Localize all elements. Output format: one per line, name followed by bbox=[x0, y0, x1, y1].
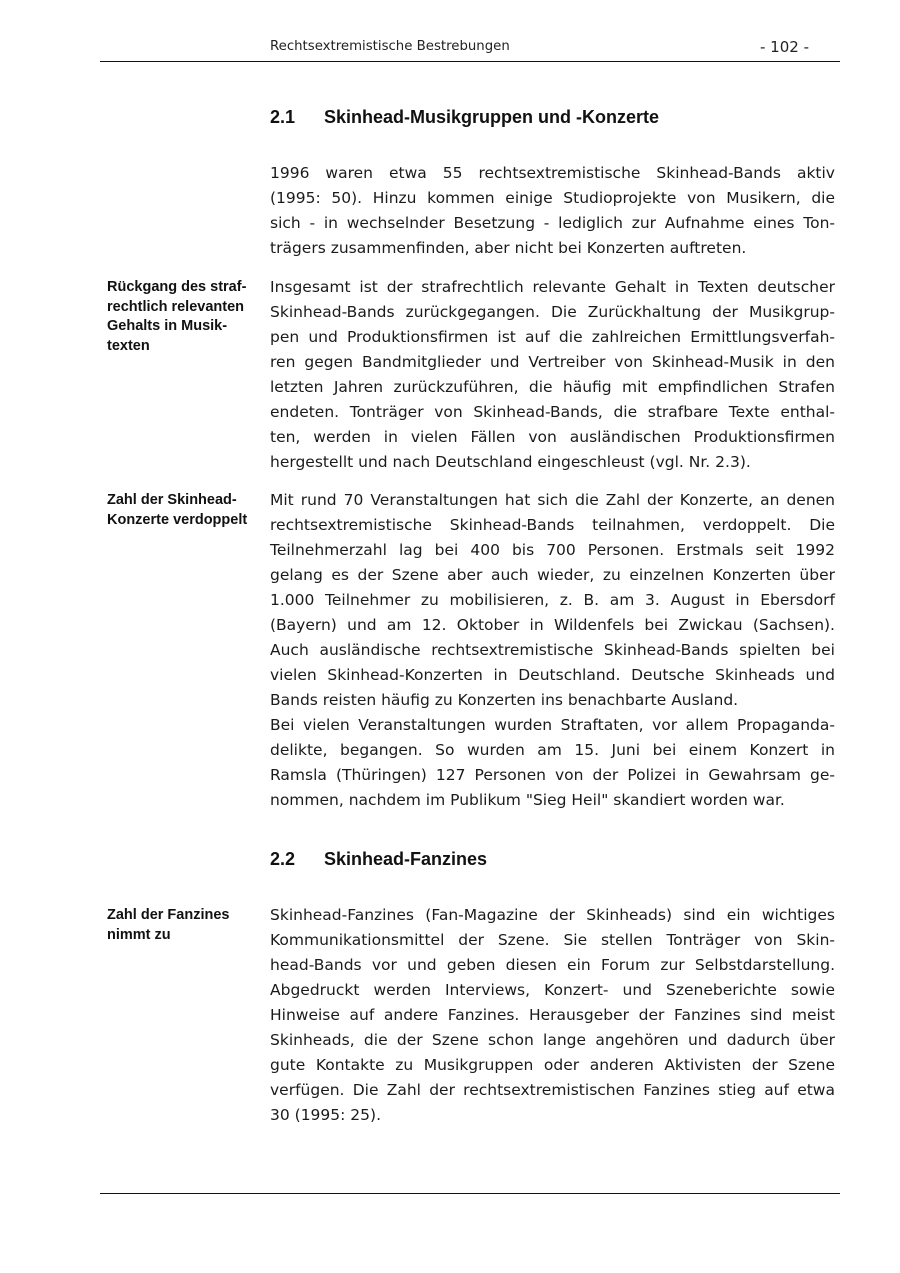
text-line: verfügen. Die Zahl der rechtsextremistischen Fanzines stieg auf etwa bbox=[270, 1081, 835, 1099]
text-line: trägers zusammenfinden, aber nicht bei Konzerten auftreten. bbox=[270, 239, 747, 257]
footer-rule bbox=[100, 1193, 840, 1194]
text-line: 1.000 Teilnehmer zu mobilisieren, z. B. am 3. August in Ebersdorf bbox=[270, 591, 835, 609]
margin-note-line: Zahl der Skinhead- bbox=[107, 492, 237, 508]
text-line: Skinheads, die der Szene schon lange angehören und dadurch über bbox=[270, 1031, 835, 1049]
text-line: Skinhead-Fanzines (Fan-Magazine der Skinheads) sind ein wichtiges bbox=[270, 906, 835, 924]
text-line: head-Bands vor und geben diesen ein Forum zur Selbstdarstellung. bbox=[270, 956, 835, 974]
paragraph-intro bbox=[270, 161, 835, 261]
header-title: Rechtsextremistische Bestrebungen bbox=[270, 39, 510, 54]
margin-note-line: rechtlich relevanten bbox=[107, 298, 244, 315]
text-line: gelang es der Szene aber auch wieder, zu einzelnen Konzerten über bbox=[270, 566, 835, 584]
margin-note-line: Zahl der Fanzines bbox=[107, 907, 230, 923]
margin-note-line: texten bbox=[107, 338, 150, 355]
text-line: endeten. Tonträger von Skinhead-Bands, die strafbare Texte enthal- bbox=[270, 403, 835, 421]
paragraph-criminal-content bbox=[270, 275, 835, 475]
text-line: Bei vielen Veranstaltungen wurden Straftaten, vor allem Propaganda- bbox=[270, 716, 835, 734]
text-line: ten, werden in vielen Fällen von ausländischen Produktionsfirmen bbox=[270, 428, 835, 446]
margin-note-line: Gehalts in Musik- bbox=[107, 318, 228, 335]
margin-note-criminal-content bbox=[107, 278, 267, 357]
margin-note-line: nimmt zu bbox=[107, 926, 171, 943]
text-line: (Bayern) und am 12. Oktober in Wildenfels bei Zwickau (Sachsen). bbox=[270, 616, 835, 634]
section-title: Skinhead-Fanzines bbox=[324, 849, 488, 869]
section-heading-2-1 bbox=[270, 105, 835, 130]
text-line: Hinweise auf andere Fanzines. Herausgeber der Fanzines sind meist bbox=[270, 1006, 835, 1024]
text-line: Abgedruckt werden Interviews, Konzert- und Szeneberichte sowie bbox=[270, 981, 835, 999]
text-line: sich - in wechselnder Besetzung - lediglich zur Aufnahme eines Ton- bbox=[270, 214, 835, 232]
text-line: 1996 waren etwa 55 rechtsextremistische Skinhead-Bands aktiv bbox=[270, 164, 835, 182]
text-line: Mit rund 70 Veranstaltungen hat sich die Zahl der Konzerte, an denen bbox=[270, 491, 835, 509]
text-line: Skinhead-Bands zurückgegangen. Die Zurückhaltung der Musikgrup- bbox=[270, 303, 835, 321]
text-line: Ramsla (Thüringen) 127 Personen von der Polizei in Gewahrsam ge- bbox=[270, 766, 835, 784]
text-line: rechtsextremistische Skinhead-Bands teilnahmen, verdoppelt. Die bbox=[270, 516, 835, 534]
text-line: pen und Produktionsfirmen ist auf die zahlreichen Ermittlungsverfah- bbox=[270, 328, 835, 346]
text-line: Teilnehmerzahl lag bei 400 bis 700 Personen. Erstmals seit 1992 bbox=[270, 541, 835, 559]
page-number: - 102 - bbox=[760, 38, 809, 56]
margin-note-fanzines bbox=[107, 906, 267, 945]
text-line: letzten Jahren zurückzuführen, die häufig mit empfindlichen Strafen bbox=[270, 378, 835, 396]
text-line: Auch ausländische rechtsextremistische Skinhead-Bands spielten bei bbox=[270, 641, 835, 659]
text-line: Bands reisten häufig zu Konzerten ins benachbarte Ausland. bbox=[270, 691, 739, 709]
text-line: vielen Skinhead-Konzerten in Deutschland. Deutsche Skinheads und bbox=[270, 666, 835, 684]
paragraph-fanzines bbox=[270, 903, 835, 1128]
text-line: gute Kontakte zu Musikgruppen oder anderen Aktivisten der Szene bbox=[270, 1056, 835, 1074]
text-line: Insgesamt ist der strafrechtlich relevante Gehalt in Texten deutscher bbox=[270, 278, 835, 296]
margin-note-line: Rückgang des straf- bbox=[107, 279, 247, 295]
section-number: 2.1 bbox=[270, 107, 296, 127]
margin-note-concerts bbox=[107, 491, 267, 530]
text-line: delikte, begangen. So wurden am 15. Juni bei einem Konzert in bbox=[270, 741, 835, 759]
text-line: nommen, nachdem im Publikum "Sieg Heil" skandiert worden war. bbox=[270, 791, 785, 809]
text-line: hergestellt und nach Deutschland eingeschleust (vgl. Nr. 2.3). bbox=[270, 453, 751, 471]
text-line: (1995: 50). Hinzu kommen einige Studioprojekte von Musikern, die bbox=[270, 189, 835, 207]
text-line: ren gegen Bandmitglieder und Vertreiber von Skinhead-Musik in den bbox=[270, 353, 835, 371]
header-rule bbox=[100, 61, 840, 62]
paragraph-concerts bbox=[270, 488, 835, 813]
text-line: 30 (1995: 25). bbox=[270, 1106, 381, 1124]
section-number: 2.2 bbox=[270, 849, 296, 869]
section-title: Skinhead-Musikgruppen und -Konzerte bbox=[324, 107, 660, 127]
section-heading-2-2 bbox=[270, 847, 835, 872]
margin-note-line: Konzerte verdoppelt bbox=[107, 511, 248, 528]
text-line: Kommunikationsmittel der Szene. Sie stellen Tonträger von Skin- bbox=[270, 931, 835, 949]
